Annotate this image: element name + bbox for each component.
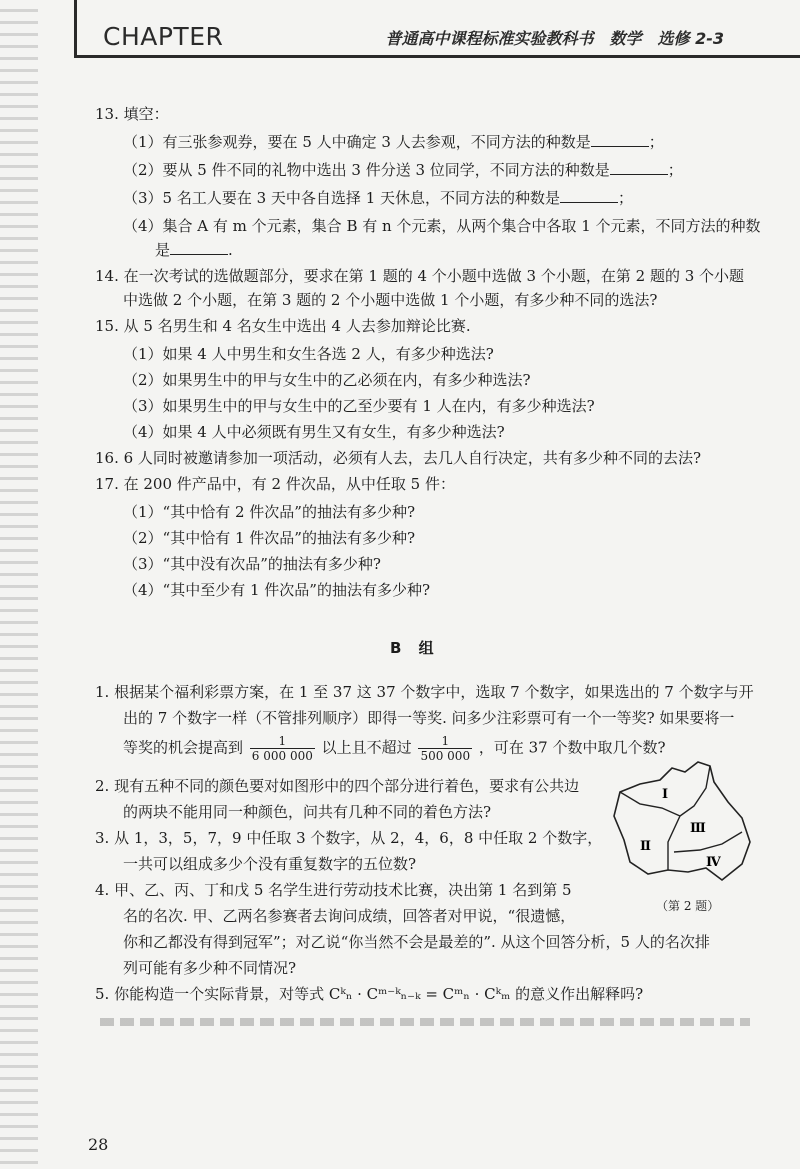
answer-blank — [560, 188, 618, 203]
problem-15-part-2: （2）如果男生中的甲与女生中的乙必须在内，有多少种选法? — [123, 371, 531, 389]
problem-13-part-4: （4）集合 A 有 m 个元素，集合 B 有 n 个元素，从两个集合中各取 1 个元素，不同方法的种数 — [123, 217, 761, 235]
problem-b4-line-3: 你和乙都没有得到冠军”；对乙说“你当然不会是最差的”. 从这个回答分析，5 人的名次排 — [123, 933, 710, 951]
problem-b1-line-3: 等奖的机会提高到 $\frac{1}{6 000 000}$ 以上且不超过 $\frac{1}{500 000}$ ，可在 37 个数中取几个数? — [123, 734, 666, 763]
region-IV-label: Ⅳ — [706, 855, 721, 870]
divider-1 — [620, 792, 680, 816]
problem-17-part-2: （2）“其中恰有 1 件次品”的抽法有多少种? — [123, 529, 416, 547]
problem-17-title: 17. 在 200 件产品中，有 2 件次品，从中任取 5 件： — [95, 475, 455, 493]
problem-17-part-3: （3）“其中没有次品”的抽法有多少种? — [123, 555, 381, 573]
divider-3 — [674, 832, 742, 852]
problem-13-part-2: （2）要从 5 件不同的礼物中选出 3 件分送 3 位同学，不同方法的种数是 ； — [123, 161, 683, 179]
problem-b1-line-1: 1. 根据某个福利彩票方案，在 1 至 37 这 37 个数字中，选取 7 个数字，如果选出的 7 个数字与开 — [95, 683, 754, 701]
region-II-label: Ⅱ — [640, 839, 651, 854]
fraction-one-six-million: $\frac{1}{6 000 000}$ — [251, 734, 313, 763]
problem-b4-line-2: 名的名次. 甲、乙两名参赛者去询问成绩，回答者对甲说，“很遗憾， — [123, 907, 576, 925]
book-title: 普通高中课程标准实验教科书 数学 选修 2-3 — [385, 29, 724, 48]
problem-13-title: 13. 填空： — [95, 105, 169, 123]
problem-15-part-1: （1）如果 4 人中男生和女生各选 2 人，有多少种选法? — [123, 345, 494, 363]
combination-formula: Cᵏₙ · Cᵐ⁻ᵏₙ₋ₖ = Cᵐₙ · Cᵏₘ — [328, 985, 511, 1003]
problem-b3-line-1: 3. 从 1，3，5，7，9 中任取 3 个数字，从 2，4，6，8 中任取 2 个数字， — [95, 829, 603, 847]
answer-blank — [591, 132, 649, 147]
problem-15-title: 15. 从 5 名男生和 4 名女生中选出 4 人去参加辩论比赛. — [95, 317, 471, 335]
problem-13-part-3: （3）5 名工人要在 3 天中各自选择 1 天休息，不同方法的种数是 ； — [123, 189, 634, 207]
page-header — [74, 0, 800, 58]
section-end-rule — [100, 1018, 750, 1026]
problem-b5: 5. 你能构造一个实际背景，对等式 Cᵏₙ · Cᵐ⁻ᵏₙ₋ₖ = Cᵐₙ · Cᵏₘ 的意义作出解释吗? — [95, 985, 644, 1003]
problem-b4-line-1: 4. 甲、乙、丙、丁和戊 5 名学生进行劳动技术比赛，决出第 1 名到第 5 — [95, 881, 572, 899]
problem-b2-line-2: 的两块不能用同一种颜色，问共有几种不同的着色方法? — [123, 803, 492, 821]
answer-blank — [610, 160, 668, 175]
problem-15-part-3: （3）如果男生中的甲与女生中的乙至少要有 1 人在内，有多少种选法? — [123, 397, 595, 415]
region-I-label: Ⅰ — [662, 787, 669, 802]
figure-outline — [614, 762, 750, 880]
region-III-label: Ⅲ — [690, 821, 706, 836]
problem-16: 16. 6 人同时被邀请参加一项活动，必须有人去，去几人自行决定，共有多少种不同的去法? — [95, 449, 701, 467]
answer-blank — [170, 240, 228, 255]
page-binding-edge — [0, 0, 38, 1169]
group-b-heading: B 组 — [390, 639, 440, 657]
figure-caption: （第 2 题） — [656, 899, 720, 913]
coloring-region-figure — [610, 758, 760, 888]
problem-14-line-2: 中选做 2 个小题，在第 3 题的 2 个小题中选做 1 个小题，有多少种不同的选法? — [123, 291, 658, 309]
problem-b4-line-4: 列可能有多少种不同情况? — [123, 959, 297, 977]
problem-b2-line-1: 2. 现有五种不同的颜色要对如图形中的四个部分进行着色，要求有公共边 — [95, 777, 580, 795]
problem-b3-line-2: 一共可以组成多少个没有重复数字的五位数? — [123, 855, 417, 873]
problem-17-part-1: （1）“其中恰有 2 件次品”的抽法有多少种? — [123, 503, 416, 521]
fraction-one-five-hundred-thousand: $\frac{1}{500 000}$ — [420, 734, 471, 763]
chapter-label: CHAPTER — [103, 22, 224, 51]
problem-13-part-1: （1）有三张参观券，要在 5 人中确定 3 人去参观，不同方法的种数是 ； — [123, 133, 664, 151]
problem-17-part-4: （4）“其中至少有 1 件次品”的抽法有多少种? — [123, 581, 431, 599]
divider-2 — [668, 766, 710, 870]
problem-13-part-4-cont: 是 . — [155, 241, 233, 259]
page-number: 28 — [88, 1135, 109, 1154]
problem-b1-line-2: 出的 7 个数字一样（不管排列顺序）即得一等奖. 问多少注彩票可有一个一等奖? 如果要将一 — [123, 709, 735, 727]
problem-15-part-4: （4）如果 4 人中必须既有男生又有女生，有多少种选法? — [123, 423, 505, 441]
problem-14-line-1: 14. 在一次考试的选做题部分，要求在第 1 题的 4 个小题中选做 3 个小题，在第 2 题的 3 个小题 — [95, 267, 745, 285]
